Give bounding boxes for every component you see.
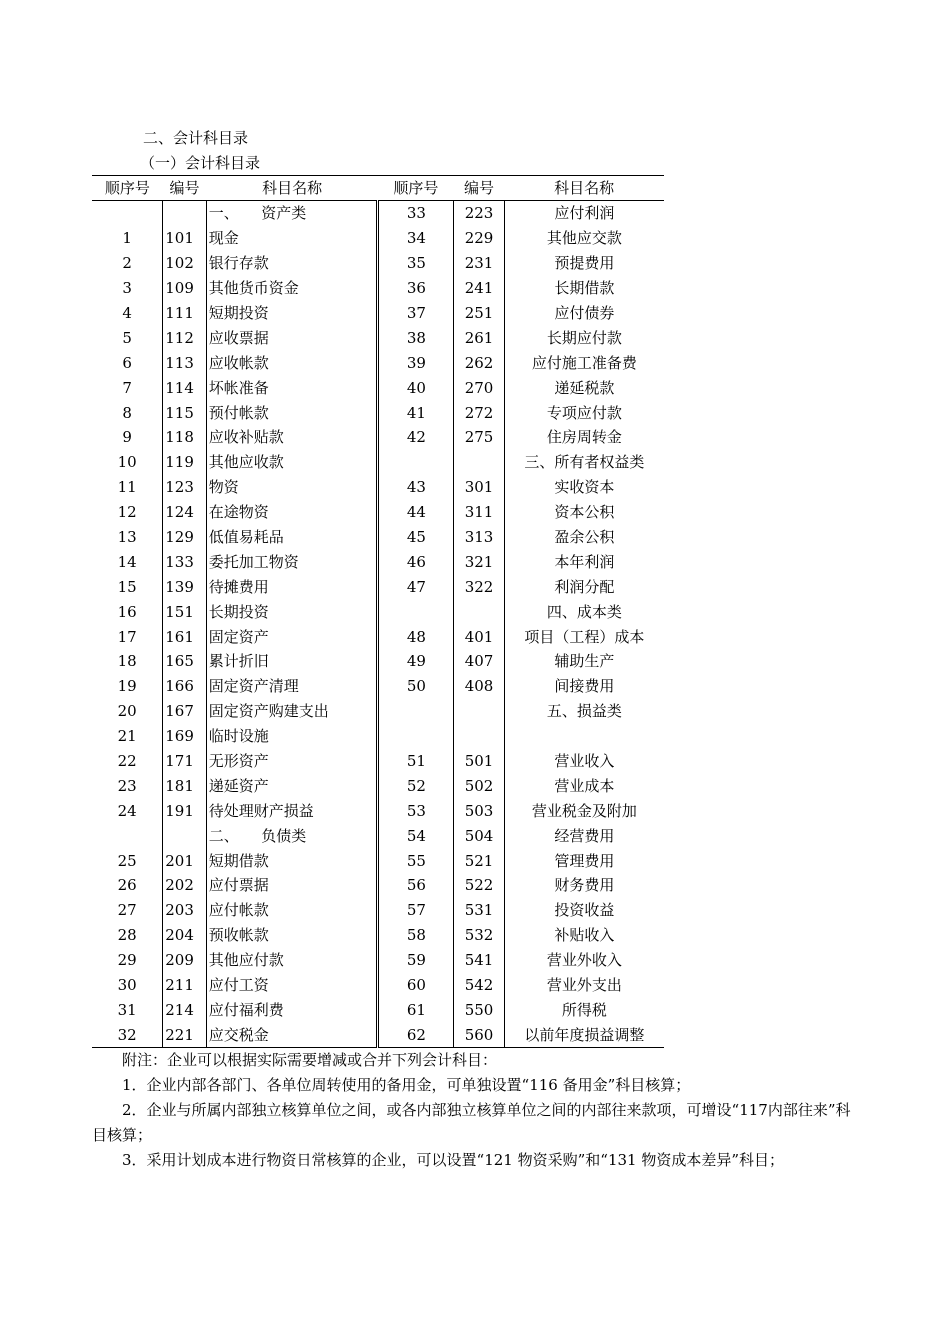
cell-name-right xyxy=(504,724,664,749)
cell-seq: 12 xyxy=(117,503,137,522)
cell-code: 133 xyxy=(163,549,206,574)
cell-code-right: 301 xyxy=(454,475,505,500)
table-row xyxy=(92,699,664,724)
table-row xyxy=(92,226,664,251)
cell-seq: 31 xyxy=(117,1000,137,1019)
table-row xyxy=(92,674,664,699)
cell-name-right: 应付债券 xyxy=(504,301,664,326)
cell-name-right: 长期借款 xyxy=(504,276,664,301)
cell-code-right: 541 xyxy=(454,948,505,973)
cell-name: 低值易耗品 xyxy=(206,525,378,550)
table-row xyxy=(92,500,664,525)
cell-code: 209 xyxy=(163,948,206,973)
cell-name-right: 住房周转金 xyxy=(504,425,664,450)
cell-name-right: 以前年度损益调整 xyxy=(504,1022,664,1047)
cell-name: 短期投资 xyxy=(206,301,378,326)
cell-seq xyxy=(92,201,163,226)
cell-seq-right: 52 xyxy=(378,773,454,798)
cell-name-right: 经营费用 xyxy=(504,823,664,848)
cell-code xyxy=(163,823,206,848)
cell-name: 其他应付款 xyxy=(206,948,378,973)
cell-seq: 30 xyxy=(117,976,137,995)
cell-code: 201 xyxy=(163,848,206,873)
section-heading: 二、会计科目录 xyxy=(143,129,249,147)
cell-seq-right: 59 xyxy=(378,948,454,973)
cell-name-right: 五、损益类 xyxy=(504,699,664,724)
cell-seq: 20 xyxy=(117,702,137,721)
cell-name: 固定资产 xyxy=(206,624,378,649)
cell-seq-right xyxy=(378,724,454,749)
cell-seq-right: 38 xyxy=(378,325,454,350)
cell-seq: 21 xyxy=(117,727,137,746)
cell-seq-right: 50 xyxy=(378,674,454,699)
cell-code: 102 xyxy=(163,251,206,276)
table-row xyxy=(92,350,664,375)
cell-code: 139 xyxy=(163,574,206,599)
cell-seq: 5 xyxy=(122,328,132,347)
notes xyxy=(92,1048,852,1173)
cell-seq-right: 61 xyxy=(378,998,454,1023)
cell-code: 203 xyxy=(163,898,206,923)
cell-seq-right: 55 xyxy=(378,848,454,873)
cell-seq-right: 33 xyxy=(378,201,454,226)
table-header-row xyxy=(92,176,664,201)
header-name-right: 科目名称 xyxy=(504,176,664,201)
cell-name: 委托加工物资 xyxy=(206,549,378,574)
cell-code: 113 xyxy=(163,350,206,375)
cell-code-right: 501 xyxy=(454,749,505,774)
cell-name-right: 本年利润 xyxy=(504,549,664,574)
cell-code-right xyxy=(454,724,505,749)
cell-name-right: 应付施工准备费 xyxy=(504,350,664,375)
cell-name: 固定资产购建支出 xyxy=(206,699,378,724)
cell-code-right: 407 xyxy=(454,649,505,674)
cell-seq: 6 xyxy=(122,353,132,372)
cell-name: 固定资产清理 xyxy=(206,674,378,699)
cell-name: 累计折旧 xyxy=(206,649,378,674)
cell-seq-right: 45 xyxy=(378,525,454,550)
cell-seq: 15 xyxy=(117,577,137,596)
cell-code: 114 xyxy=(163,375,206,400)
cell-seq-right: 62 xyxy=(378,1022,454,1047)
table-row xyxy=(92,998,664,1023)
cell-name: 无形资产 xyxy=(206,749,378,774)
table-row xyxy=(92,624,664,649)
cell-code-right: 502 xyxy=(454,773,505,798)
cell-code: 161 xyxy=(163,624,206,649)
cell-seq: 32 xyxy=(92,1022,163,1047)
cell-name: 应付帐款 xyxy=(206,898,378,923)
table-row xyxy=(92,301,664,326)
cell-name: 在途物资 xyxy=(206,500,378,525)
table-row xyxy=(92,276,664,301)
table-row xyxy=(92,475,664,500)
cell-name-right: 营业收入 xyxy=(504,749,664,774)
cell-name-right: 所得税 xyxy=(504,998,664,1023)
cell-name: 一、 资产类 xyxy=(206,201,378,226)
cell-name-right: 盈余公积 xyxy=(504,525,664,550)
cell-name-right: 递延税款 xyxy=(504,375,664,400)
cell-code: 115 xyxy=(163,400,206,425)
cell-code-right xyxy=(454,450,505,475)
cell-name-right: 营业税金及附加 xyxy=(504,798,664,823)
cell-code: 111 xyxy=(163,301,206,326)
table-row xyxy=(92,400,664,425)
cell-seq-right: 56 xyxy=(378,873,454,898)
cell-name: 长期投资 xyxy=(206,599,378,624)
cell-name-right: 长期应付款 xyxy=(504,325,664,350)
cell-name: 应付工资 xyxy=(206,973,378,998)
cell-seq: 9 xyxy=(122,428,132,447)
cell-seq-right: 44 xyxy=(378,500,454,525)
table-row xyxy=(92,773,664,798)
cell-code-right: 550 xyxy=(454,998,505,1023)
table-row xyxy=(92,923,664,948)
cell-code: 119 xyxy=(163,450,206,475)
cell-seq-right: 48 xyxy=(378,624,454,649)
cell-name-right: 辅助生产 xyxy=(504,649,664,674)
cell-name-right: 营业外支出 xyxy=(504,973,664,998)
cell-code: 166 xyxy=(163,674,206,699)
cell-name-right: 应付利润 xyxy=(504,201,664,226)
table-row xyxy=(92,873,664,898)
cell-code-right: 504 xyxy=(454,823,505,848)
cell-code: 181 xyxy=(163,773,206,798)
cell-seq-right xyxy=(378,699,454,724)
cell-seq-right: 35 xyxy=(378,251,454,276)
cell-code-right: 241 xyxy=(454,276,505,301)
cell-name: 物资 xyxy=(206,475,378,500)
cell-name: 应收票据 xyxy=(206,325,378,350)
cell-seq: 24 xyxy=(117,801,137,820)
cell-seq: 27 xyxy=(117,901,137,920)
cell-name-right: 其他应交款 xyxy=(504,226,664,251)
table-row xyxy=(92,898,664,923)
cell-seq: 2 xyxy=(122,254,132,273)
cell-name: 应收补贴款 xyxy=(206,425,378,450)
cell-seq: 10 xyxy=(117,453,137,472)
cell-code: 202 xyxy=(163,873,206,898)
cell-code-right: 531 xyxy=(454,898,505,923)
cell-code-right: 560 xyxy=(454,1022,505,1047)
table-row xyxy=(92,574,664,599)
cell-name-right: 利润分配 xyxy=(504,574,664,599)
cell-code-right: 231 xyxy=(454,251,505,276)
header-seq: 顺序号 xyxy=(92,176,163,201)
cell-seq: 22 xyxy=(117,752,137,771)
cell-seq: 18 xyxy=(117,652,137,671)
cell-seq-right: 40 xyxy=(378,375,454,400)
cell-code-right: 229 xyxy=(454,226,505,251)
table-row xyxy=(92,549,664,574)
table-row xyxy=(92,823,664,848)
cell-seq-right: 58 xyxy=(378,923,454,948)
cell-seq-right xyxy=(378,599,454,624)
cell-name: 递延资产 xyxy=(206,773,378,798)
cell-code-right xyxy=(454,599,505,624)
cell-name: 银行存款 xyxy=(206,251,378,276)
note-intro: 附注：企业可以根据实际需要增减或合并下列会计科目： xyxy=(122,1051,498,1069)
cell-code: 123 xyxy=(163,475,206,500)
cell-name-right: 补贴收入 xyxy=(504,923,664,948)
cell-seq-right: 51 xyxy=(378,749,454,774)
note-item: 3．采用计划成本进行物资日常核算的企业，可以设置“121 物资采购”和“131 物资成本差异”科目； xyxy=(122,1151,785,1169)
note-item: 2．企业与所属内部独立核算单位之间，或各内部独立核算单位之间的内部往来款项，可增设“117内部往来”科目核算； xyxy=(92,1101,851,1144)
table-row xyxy=(92,201,664,226)
cell-code: 191 xyxy=(163,798,206,823)
cell-name: 应付福利费 xyxy=(206,998,378,1023)
cell-seq: 19 xyxy=(117,677,137,696)
cell-code: 214 xyxy=(163,998,206,1023)
cell-seq-right: 34 xyxy=(378,226,454,251)
cell-seq: 3 xyxy=(122,279,132,298)
cell-seq-right: 49 xyxy=(378,649,454,674)
table-row xyxy=(92,973,664,998)
cell-seq: 13 xyxy=(117,528,137,547)
cell-code-right: 270 xyxy=(454,375,505,400)
table-row xyxy=(92,425,664,450)
cell-seq: 17 xyxy=(117,627,137,646)
cell-seq: 4 xyxy=(122,304,132,322)
cell-name: 应收帐款 xyxy=(206,350,378,375)
table-row xyxy=(92,599,664,624)
table-row xyxy=(92,724,664,749)
cell-code: 165 xyxy=(163,649,206,674)
note-item: 1．企业内部各部门、各单位周转使用的备用金，可单独设置“116 备用金”科目核算； xyxy=(122,1076,691,1094)
cell-code: 169 xyxy=(163,724,206,749)
account-table xyxy=(92,175,664,1048)
cell-code-right: 251 xyxy=(454,301,505,326)
table-row xyxy=(92,798,664,823)
cell-seq: 26 xyxy=(117,876,137,895)
cell-code: 112 xyxy=(163,325,206,350)
cell-name: 临时设施 xyxy=(206,724,378,749)
cell-seq: 1 xyxy=(122,229,132,248)
cell-code-right: 322 xyxy=(454,574,505,599)
header-seq-right: 顺序号 xyxy=(378,176,454,201)
cell-code-right: 522 xyxy=(454,873,505,898)
header-name: 科目名称 xyxy=(206,176,378,201)
cell-code: 211 xyxy=(163,973,206,998)
table-row xyxy=(92,1022,664,1047)
cell-name: 预收帐款 xyxy=(206,923,378,948)
cell-name: 预付帐款 xyxy=(206,400,378,425)
cell-name: 应交税金 xyxy=(206,1022,378,1047)
cell-code: 204 xyxy=(163,923,206,948)
cell-code-right: 261 xyxy=(454,325,505,350)
cell-code-right: 321 xyxy=(454,549,505,574)
cell-seq: 29 xyxy=(117,951,137,970)
cell-name: 应付票据 xyxy=(206,873,378,898)
cell-code: 221 xyxy=(163,1022,206,1047)
cell-code-right: 521 xyxy=(454,848,505,873)
cell-code-right: 311 xyxy=(454,500,505,525)
cell-name: 短期借款 xyxy=(206,848,378,873)
cell-code-right: 313 xyxy=(454,525,505,550)
cell-code-right: 532 xyxy=(454,923,505,948)
cell-name-right: 专项应付款 xyxy=(504,400,664,425)
cell-code-right: 401 xyxy=(454,624,505,649)
table-body xyxy=(92,201,664,1048)
cell-code-right: 503 xyxy=(454,798,505,823)
table-row xyxy=(92,848,664,873)
cell-name-right: 间接费用 xyxy=(504,674,664,699)
cell-name-right: 预提费用 xyxy=(504,251,664,276)
cell-seq-right: 53 xyxy=(378,798,454,823)
cell-seq-right xyxy=(378,450,454,475)
table-row xyxy=(92,325,664,350)
cell-name: 现金 xyxy=(206,226,378,251)
cell-seq: 23 xyxy=(117,776,137,795)
cell-seq-right: 39 xyxy=(378,350,454,375)
cell-code: 171 xyxy=(163,749,206,774)
cell-code-right: 223 xyxy=(454,201,505,226)
cell-name-right: 项目（工程）成本 xyxy=(504,624,664,649)
cell-code: 167 xyxy=(163,699,206,724)
cell-seq xyxy=(92,823,163,848)
header-code-right: 编号 xyxy=(454,176,505,201)
cell-code: 124 xyxy=(163,500,206,525)
cell-name: 其他货币资金 xyxy=(206,276,378,301)
cell-seq: 16 xyxy=(117,602,137,621)
cell-code: 101 xyxy=(163,226,206,251)
cell-seq-right: 43 xyxy=(378,475,454,500)
cell-code-right: 542 xyxy=(454,973,505,998)
table-row xyxy=(92,375,664,400)
table-row xyxy=(92,525,664,550)
table-row xyxy=(92,251,664,276)
cell-code-right: 262 xyxy=(454,350,505,375)
cell-seq-right: 37 xyxy=(378,301,454,326)
cell-seq: 14 xyxy=(117,552,137,571)
cell-seq-right: 57 xyxy=(378,898,454,923)
cell-name: 待处理财产损益 xyxy=(206,798,378,823)
cell-code-right xyxy=(454,699,505,724)
cell-seq-right: 41 xyxy=(378,400,454,425)
header-code: 编号 xyxy=(163,176,206,201)
cell-name-right: 财务费用 xyxy=(504,873,664,898)
cell-code-right: 272 xyxy=(454,400,505,425)
cell-name-right: 三、所有者权益类 xyxy=(504,450,664,475)
cell-seq-right: 46 xyxy=(378,549,454,574)
cell-name: 二、 负债类 xyxy=(206,823,378,848)
cell-seq: 28 xyxy=(117,926,137,945)
cell-code-right: 275 xyxy=(454,425,505,450)
cell-name-right: 资本公积 xyxy=(504,500,664,525)
cell-name: 坏帐准备 xyxy=(206,375,378,400)
cell-code: 109 xyxy=(163,276,206,301)
cell-name: 其他应收款 xyxy=(206,450,378,475)
cell-seq-right: 60 xyxy=(378,973,454,998)
cell-name-right: 管理费用 xyxy=(504,848,664,873)
cell-name-right: 营业成本 xyxy=(504,773,664,798)
cell-name: 待摊费用 xyxy=(206,574,378,599)
table-row xyxy=(92,450,664,475)
cell-seq-right: 54 xyxy=(378,823,454,848)
cell-name-right: 实收资本 xyxy=(504,475,664,500)
subsection-heading: （一）会计科目录 xyxy=(140,154,261,172)
cell-seq: 8 xyxy=(122,403,132,422)
cell-seq: 7 xyxy=(122,378,132,397)
cell-seq-right: 36 xyxy=(378,276,454,301)
cell-name-right: 营业外收入 xyxy=(504,948,664,973)
cell-seq-right: 47 xyxy=(378,574,454,599)
cell-seq: 11 xyxy=(117,478,137,497)
cell-seq-right: 42 xyxy=(378,425,454,450)
cell-code-right: 408 xyxy=(454,674,505,699)
cell-code: 118 xyxy=(163,425,206,450)
cell-code: 129 xyxy=(163,525,206,550)
cell-code: 151 xyxy=(163,599,206,624)
table-row xyxy=(92,749,664,774)
cell-seq: 25 xyxy=(117,851,137,870)
cell-code xyxy=(163,201,206,226)
cell-name-right: 投资收益 xyxy=(504,898,664,923)
table-row xyxy=(92,948,664,973)
cell-name-right: 四、成本类 xyxy=(504,599,664,624)
table-row xyxy=(92,649,664,674)
